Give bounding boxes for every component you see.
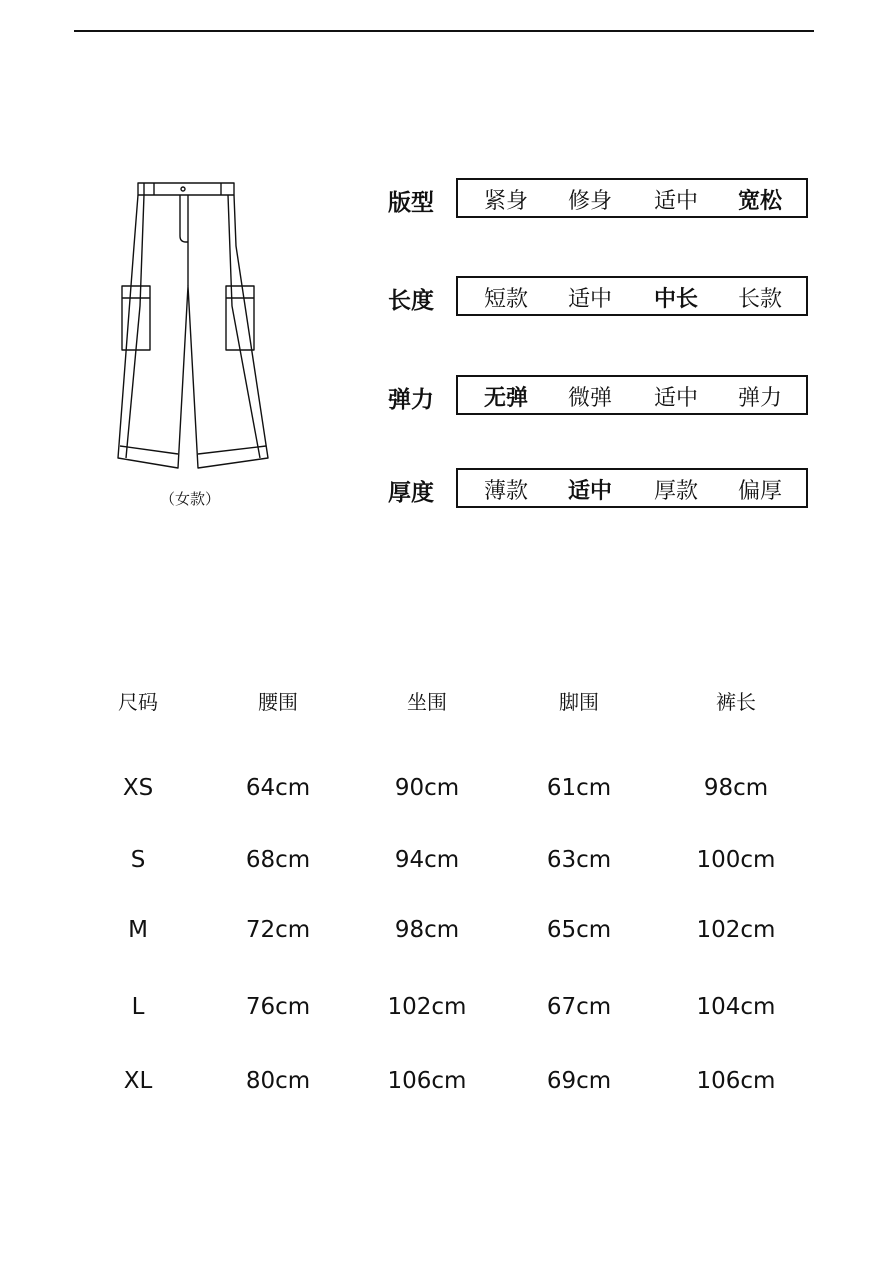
table-cell: XS [122, 775, 154, 801]
table-cell: 94cm [394, 847, 460, 873]
table-header-size: 尺码 [118, 690, 158, 714]
table-cell: 104cm [696, 994, 776, 1020]
table-header-waist: 腰围 [258, 690, 298, 714]
attr-option: 偏厚 [737, 479, 782, 504]
top-divider [74, 30, 814, 32]
table-header-hem: 脚围 [559, 690, 599, 714]
table-cell: XL [123, 1068, 153, 1094]
table-cell: 68cm [245, 847, 311, 873]
table-cell: 63cm [546, 847, 612, 873]
attr-option-selected: 中长 [653, 287, 698, 312]
table-cell: 76cm [245, 994, 311, 1020]
attr-option: 长款 [737, 287, 782, 312]
attr-length [388, 276, 808, 316]
attr-title: 长度 [388, 288, 434, 314]
table-cell: 65cm [546, 917, 612, 943]
table-cell: 61cm [546, 775, 612, 801]
attr-options-box [456, 468, 808, 508]
attr-option: 微弹 [567, 386, 612, 411]
pants-illustration [100, 176, 276, 476]
table-cell: 98cm [394, 917, 460, 943]
attr-option: 厚款 [653, 479, 698, 504]
table-cell: 69cm [546, 1068, 612, 1094]
table-cell: 100cm [696, 847, 776, 873]
attr-option: 适中 [653, 386, 698, 411]
attr-title: 厚度 [388, 480, 434, 506]
table-cell: 102cm [387, 994, 467, 1020]
attr-options-box [456, 276, 808, 316]
table-cell: 106cm [696, 1068, 776, 1094]
table-cell: L [131, 994, 145, 1020]
gender-caption: （女款） [159, 490, 220, 508]
table-cell: 67cm [546, 994, 612, 1020]
attr-option-selected: 适中 [567, 479, 612, 504]
attr-options-box [456, 375, 808, 415]
attr-option: 适中 [653, 189, 698, 214]
attr-title: 弹力 [388, 387, 434, 413]
attr-option: 紧身 [483, 189, 528, 214]
attr-option: 薄款 [483, 479, 528, 504]
table-cell: S [130, 847, 146, 873]
table-cell: 90cm [394, 775, 460, 801]
table-cell: 98cm [703, 775, 769, 801]
attr-thickness [388, 468, 808, 508]
table-cell: 80cm [245, 1068, 311, 1094]
attr-option: 短款 [483, 287, 528, 312]
table-header-hip: 坐围 [407, 690, 447, 714]
table-header-length: 裤长 [716, 690, 756, 714]
attr-fit [388, 178, 808, 218]
attr-option-selected: 无弹 [483, 386, 528, 411]
table-cell: 64cm [245, 775, 311, 801]
attr-option: 修身 [567, 189, 612, 214]
table-cell: 102cm [696, 917, 776, 943]
attr-option: 适中 [567, 287, 612, 312]
attr-option: 弹力 [737, 386, 782, 411]
table-cell: 106cm [387, 1068, 467, 1094]
table-cell: M [128, 917, 148, 943]
attr-title: 版型 [388, 190, 434, 216]
attr-option-selected: 宽松 [737, 189, 782, 214]
table-cell: 72cm [245, 917, 311, 943]
attr-elasticity [388, 375, 808, 415]
attr-options-box [456, 178, 808, 218]
